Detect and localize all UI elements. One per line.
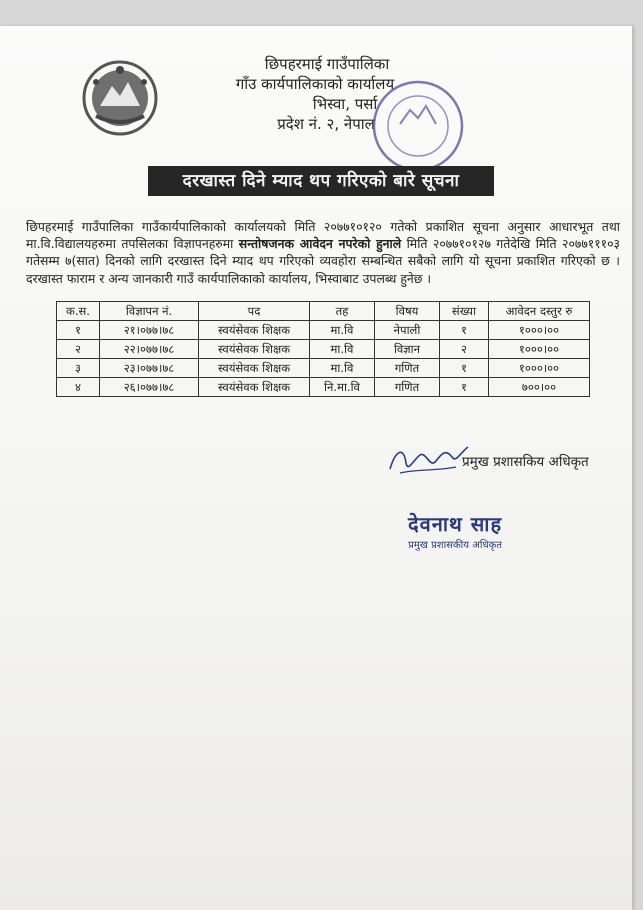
cell: ७००।०० xyxy=(489,378,590,397)
cell: १०००।०० xyxy=(489,359,590,378)
table-row xyxy=(57,340,590,359)
body-bold: सन्तोषजनक आवेदन नपरेको हुनाले xyxy=(238,236,402,252)
stamp-name: देवनाथ साह xyxy=(408,512,503,536)
table-row xyxy=(57,359,590,378)
notice-body xyxy=(26,218,620,287)
office-seal-icon xyxy=(368,76,468,176)
col-ad-number: विज्ञापन नं. xyxy=(100,302,199,321)
body-part-2: मिति २०७७१०१२७ गतेदेखि मिति २०७७१११०३ गतेसम्म ७(सात) दिनको लागि दरखास्त दिने म्याद थप गरिएको व्यवहोरा सम्बन्धित सबैको लागि यो सूचना प्रकाशित गरिएको छ । दरखास्त फाराम र अन्य जानकारी गाउँ कार्यपालिकाको कार्यालय, भिस्वाबाट उपलब्ध हुनेछ । xyxy=(26,236,620,286)
signature-icon xyxy=(386,439,472,479)
cell: २२।०७७।७८ xyxy=(100,340,199,359)
cell: २६।०७७।७८ xyxy=(100,378,199,397)
cell: १ xyxy=(440,321,489,340)
cell: मा.वि xyxy=(310,359,375,378)
cell: २३।०७७।७८ xyxy=(100,359,199,378)
col-post: पद xyxy=(199,302,310,321)
col-level: तह xyxy=(310,302,375,321)
col-count: संख्या xyxy=(440,302,489,321)
cell: १ xyxy=(440,378,489,397)
header-line-1: छिपहरमाई गाउँपालिका xyxy=(264,55,390,73)
cell: नि.मा.वि xyxy=(310,378,375,397)
cell: १०००।०० xyxy=(489,340,590,359)
cell: स्वयंसेवक शिक्षक xyxy=(199,378,310,397)
cell: विज्ञान xyxy=(375,340,440,359)
cell: स्वयंसेवक शिक्षक xyxy=(199,340,310,359)
signatory-title: प्रमुख प्रशासकिय अधिकृत xyxy=(462,454,589,470)
cell: स्वयंसेवक शिक्षक xyxy=(199,321,310,340)
table-row xyxy=(57,321,590,340)
cell: १ xyxy=(440,359,489,378)
cell: गणित xyxy=(375,359,440,378)
notice-title: दरखास्त दिने म्याद थप गरिएको बारे सूचना xyxy=(148,166,494,196)
cell: २ xyxy=(440,340,489,359)
header-line-2: गाँउ कार्यपालिकाको कार्यालय xyxy=(235,75,395,93)
vacancy-table xyxy=(56,301,590,397)
cell: नेपाली xyxy=(375,321,440,340)
stamp-designation: प्रमुख प्रशासकीय अधिकृत xyxy=(408,540,502,551)
table-row xyxy=(57,378,590,397)
col-fee: आवेदन दस्तुर रु xyxy=(489,302,590,321)
cell: मा.वि xyxy=(310,340,375,359)
col-serial: क.स. xyxy=(57,302,100,321)
cell: १ xyxy=(57,321,100,340)
table-header-row xyxy=(57,302,590,321)
cell: मा.वि xyxy=(310,321,375,340)
cell: २१।०७७।७८ xyxy=(100,321,199,340)
notice-paper xyxy=(0,26,632,910)
cell: स्वयंसेवक शिक्षक xyxy=(199,359,310,378)
cell: गणित xyxy=(375,378,440,397)
cell: ४ xyxy=(57,378,100,397)
cell: २ xyxy=(57,340,100,359)
header-line-4: प्रदेश नं. २, नेपाल xyxy=(277,115,375,133)
header-line-3: भिस्वा, पर्सा xyxy=(312,95,378,113)
body-part-1: छिपहरमाई गाउँपालिका गाउँकार्यपालिकाको कार्यालयको मिति २०७७१०१२० गतेको प्रकाशित सूचना अनुसार आधारभूत तथा मा.वि.विद्यालयहरुमा तपसिलका विज्ञापनहरुमा xyxy=(26,219,620,252)
name-stamp xyxy=(408,510,502,551)
cell: १०००।०० xyxy=(489,321,590,340)
cell: ३ xyxy=(57,359,100,378)
col-subject: विषय xyxy=(375,302,440,321)
